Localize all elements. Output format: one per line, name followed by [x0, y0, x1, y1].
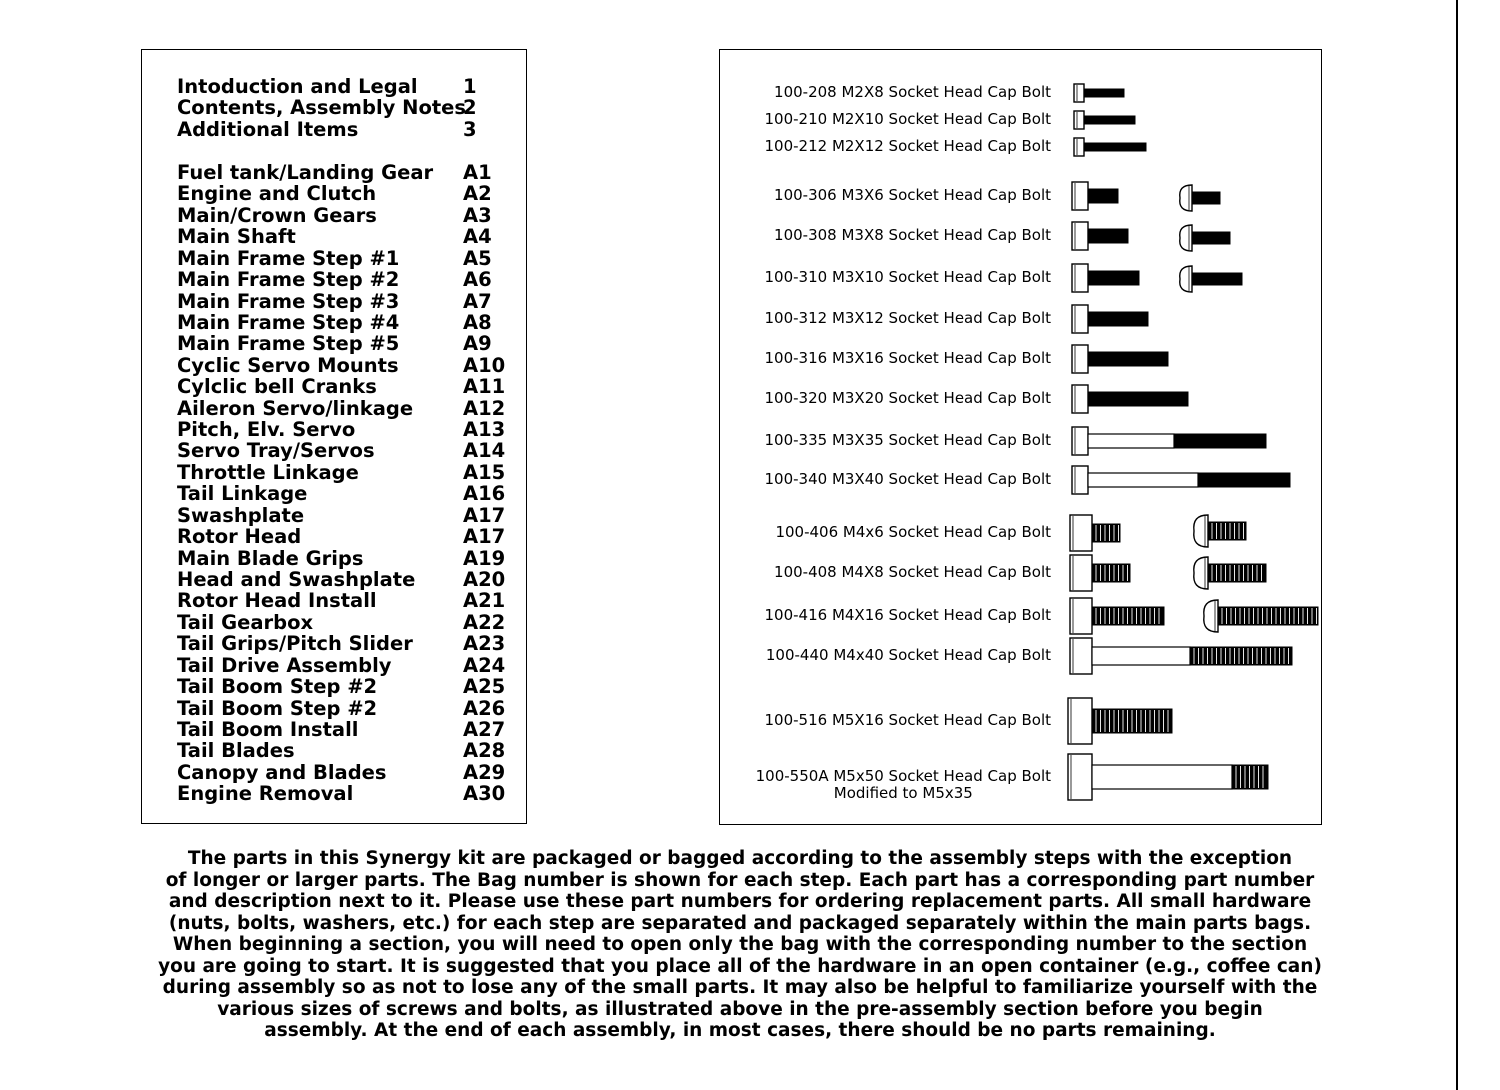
toc-step-entry [177, 762, 507, 784]
bolt-thread [1092, 607, 1164, 625]
toc-entry-page: A2 [463, 182, 492, 206]
toc-entry-page: A9 [463, 332, 492, 356]
bolt-head [1068, 698, 1092, 744]
bolt-thread [1192, 273, 1242, 285]
toc-entry-title: Main Frame Step #3 [177, 289, 400, 313]
toc-entry-title: Tail Boom Step #2 [177, 675, 378, 699]
toc-entry-title: Pitch, Elv. Servo [177, 418, 356, 442]
toc-entry-page: A20 [463, 567, 506, 591]
toc-step-entry [177, 505, 507, 527]
toc-entry-title: Contents, Assembly Notes [177, 96, 467, 120]
button-head [1180, 266, 1192, 292]
toc-entry-page: 1 [463, 75, 477, 98]
toc-entry-title: Throttle Linkage [177, 460, 359, 484]
toc-entry-title: Head and Swashplate [177, 567, 416, 591]
bolt-shank [1092, 765, 1232, 789]
bolt-shank [1092, 647, 1190, 665]
toc-entry-title: Main Frame Step #1 [177, 246, 400, 270]
bolt-head [1072, 385, 1088, 413]
toc-step-entry [177, 248, 507, 270]
part-label-text: 100-408 M4X8 Socket Head Cap Bolt [774, 563, 1051, 581]
bolt-head [1072, 345, 1088, 373]
toc-step-entry [177, 419, 507, 441]
toc-entry-title: Tail Linkage [177, 482, 308, 506]
toc-entry-title: Main Shaft [177, 225, 296, 249]
toc-step-entry [177, 483, 507, 505]
toc-entry-page: A22 [463, 610, 506, 634]
notes-line: during assembly so as not to lose any of the small parts. It may also be helpful to familiarize yourself with the [162, 977, 1318, 998]
toc-step-entry [177, 312, 507, 334]
toc-entry-page: A10 [463, 353, 506, 377]
bolt-head [1072, 466, 1088, 494]
toc-entry-title: Tail Grips/Pitch Slider [177, 632, 413, 656]
page-edge-rule [1456, 0, 1458, 1090]
toc-entry-title: Additional Items [177, 117, 359, 141]
toc-step-entry [177, 398, 507, 420]
notes-line: you are going to start. It is suggested that you place all of the hardware in an open container (e.g., coffee can) [158, 955, 1322, 977]
toc-entry-title: Rotor Head [177, 525, 302, 549]
toc-entry-title: Main Frame Step #4 [177, 310, 400, 334]
toc-step-entry [177, 376, 507, 398]
bolt-head [1072, 182, 1088, 210]
notes-line: (nuts, bolts, washers, etc.) for each step are separated and packaged separately within the main parts bags. [168, 912, 1312, 934]
bolt-shank [1088, 473, 1198, 487]
part-label-text: 100-406 M4x6 Socket Head Cap Bolt [775, 523, 1051, 541]
toc-step-entry [177, 291, 507, 313]
toc-entry-page: A8 [463, 310, 492, 334]
bolt-thread [1088, 392, 1188, 406]
toc-entry-page: A11 [463, 375, 506, 399]
contents-box [141, 49, 527, 824]
button-head [1180, 185, 1192, 211]
toc-step-entry [177, 526, 507, 548]
bolt-thread [1088, 189, 1118, 203]
toc-step-entry [177, 676, 507, 698]
toc-entry-page: A21 [463, 589, 506, 613]
toc-step-entry [177, 633, 507, 655]
part-label-text: 100-308 M3X8 Socket Head Cap Bolt [774, 226, 1051, 244]
toc-entry-title: Main/Crown Gears [177, 203, 377, 227]
bolt-thread [1192, 232, 1230, 244]
toc-step-entry [177, 719, 507, 741]
button-head [1204, 600, 1218, 632]
toc-step-entry [177, 548, 507, 570]
bolt-thread [1092, 564, 1130, 582]
toc-entry-page: A3 [463, 203, 492, 227]
toc-step-entry [177, 655, 507, 677]
toc-step-entry [177, 462, 507, 484]
bolt-thread [1174, 434, 1266, 448]
part-label-text: 100-210 M2X10 Socket Head Cap Bolt [764, 110, 1051, 128]
toc-entry-page: A1 [463, 161, 492, 184]
button-head [1194, 515, 1208, 547]
bolt-head [1068, 754, 1092, 800]
bolt-shank [1088, 434, 1174, 448]
toc-entry-page: A17 [463, 525, 506, 549]
toc-entry-title: Cylclic bell Cranks [177, 375, 377, 399]
toc-entry-title: Tail Boom Install [177, 717, 359, 741]
bolt-head [1074, 84, 1084, 102]
toc-step-entry [177, 440, 507, 462]
bolt-head [1072, 264, 1088, 292]
toc-entry-title: Fuel tank/Landing Gear [177, 161, 434, 184]
assembly-notes [150, 848, 1330, 1042]
bolt-head [1072, 427, 1088, 455]
bolt-thread [1088, 352, 1168, 366]
bolt-thread [1190, 647, 1292, 665]
toc-entry-title: Tail Drive Assembly [177, 653, 392, 677]
toc-step-entry [177, 162, 507, 184]
toc-step-entry [177, 590, 507, 612]
bolt-thread [1208, 522, 1246, 540]
bolt-thread [1088, 312, 1148, 326]
toc-entry-title: Main Blade Grips [177, 546, 364, 570]
toc-entry-title: Tail Blades [177, 739, 295, 763]
bolt-head [1072, 305, 1088, 333]
toc-step-entry [177, 698, 507, 720]
toc-step-entry [177, 226, 507, 248]
toc-front-entry [177, 119, 507, 141]
bolt-thread [1088, 271, 1139, 285]
part-label-note: Modified to M5x35 [833, 784, 973, 802]
part-label-text: 100-516 M5X16 Socket Head Cap Bolt [764, 711, 1051, 729]
part-label-text: 100-312 M3X12 Socket Head Cap Bolt [764, 309, 1051, 327]
notes-line: and description next to it. Please use these part numbers for ordering replacement parts. All small hardware [168, 891, 1312, 912]
notes-line: of longer or larger parts. The Bag number is shown for each step. Each part has a corresponding part number [165, 869, 1315, 891]
toc-entry-page: A25 [463, 675, 506, 699]
toc-entry-title: Canopy and Blades [177, 760, 387, 784]
toc-entry-page: A28 [463, 739, 506, 763]
toc-front-entry [177, 76, 507, 98]
toc-entry-page: A5 [463, 246, 492, 270]
toc-step-entry [177, 569, 507, 591]
bolt-thread [1088, 229, 1128, 243]
toc-front-entry [177, 97, 507, 119]
part-label-text: 100-320 M3X20 Socket Head Cap Bolt [764, 389, 1051, 407]
part-label-text: 100-208 M2X8 Socket Head Cap Bolt [774, 83, 1051, 101]
bolt-thread [1084, 116, 1135, 124]
bolt-head [1074, 138, 1084, 156]
part-label-text: 100-306 M3X6 Socket Head Cap Bolt [774, 186, 1051, 204]
toc-step-entry [177, 205, 507, 227]
toc-step-entry [177, 783, 507, 805]
toc-entry-page: A24 [463, 653, 506, 677]
toc-entry-page: A27 [463, 717, 506, 741]
toc-entry-page: A6 [463, 268, 492, 292]
toc-entry-title: Tail Gearbox [177, 610, 314, 634]
button-head [1180, 225, 1192, 251]
notes-line: assembly. At the end of each assembly, in most cases, there should be no parts remaining. [264, 1020, 1216, 1041]
toc-entry-title: Cyclic Servo Mounts [177, 353, 399, 377]
bolt-thread [1084, 143, 1146, 151]
part-label-text: 100-340 M3X40 Socket Head Cap Bolt [764, 470, 1051, 488]
toc-entry-page: A29 [463, 760, 506, 784]
toc-entry-page: A14 [463, 439, 506, 463]
toc-entry-title: Engine Removal [177, 782, 354, 806]
toc-entry-title: Intoduction and Legal [177, 75, 418, 98]
toc-entry-page: 3 [463, 117, 477, 141]
toc-step-entry [177, 183, 507, 205]
toc-entry-title: Rotor Head Install [177, 589, 377, 613]
toc-entry-title: Engine and Clutch [177, 182, 377, 206]
part-label-text: 100-316 M3X16 Socket Head Cap Bolt [764, 349, 1051, 367]
hardware-chart-box [719, 49, 1322, 825]
notes-line: When beginning a section, you will need to open only the bag with the corresponding number to the section [172, 934, 1308, 955]
part-label-text: 100-440 M4x40 Socket Head Cap Bolt [765, 646, 1051, 664]
bolt-head [1074, 111, 1084, 129]
bolt-thread [1198, 473, 1290, 487]
toc-entry-title: Main Frame Step #2 [177, 268, 400, 292]
part-label-text: 100-310 M3X10 Socket Head Cap Bolt [764, 268, 1051, 286]
toc-step-entry [177, 269, 507, 291]
bolt-illustrations [720, 50, 1323, 826]
toc-step-entry [177, 355, 507, 377]
toc-entry-page: A15 [463, 460, 506, 484]
toc-entry-page: A19 [463, 546, 506, 570]
toc-entry-title: Main Frame Step #5 [177, 332, 400, 356]
toc-entry-page: A30 [463, 782, 506, 806]
toc-entry-page: A7 [463, 289, 492, 313]
notes-line: The parts in this Synergy kit are packaged or bagged according to the assembly steps with the exception [187, 848, 1293, 869]
toc-step-entry [177, 740, 507, 762]
bolt-thread [1084, 89, 1124, 97]
toc-step-entry [177, 612, 507, 634]
notes-line: various sizes of screws and bolts, as illustrated above in the pre-assembly section before you begin [217, 998, 1263, 1020]
toc-entry-page: A17 [463, 503, 506, 527]
toc-entry-page: 2 [463, 96, 477, 120]
part-label-text: 100-212 M2X12 Socket Head Cap Bolt [764, 137, 1051, 155]
toc-entry-page: A16 [463, 482, 506, 506]
toc-entry-title: Aileron Servo/linkage [177, 396, 414, 420]
bolt-head [1072, 222, 1088, 250]
toc-step-entry [177, 333, 507, 355]
part-label-text: 100-416 M4X16 Socket Head Cap Bolt [764, 606, 1051, 624]
toc-entry-title: Tail Boom Step #2 [177, 696, 378, 720]
part-label-text: 100-550A M5x50 Socket Head Cap Bolt [755, 767, 1051, 785]
toc-entry-page: A26 [463, 696, 506, 720]
toc-entry-page: A12 [463, 396, 506, 420]
button-head [1194, 557, 1208, 589]
toc-entry-title: Swashplate [177, 503, 305, 527]
toc-entry-title: Servo Tray/Servos [177, 439, 375, 463]
toc-entry-page: A13 [463, 418, 506, 442]
bolt-thread [1192, 192, 1220, 204]
part-label-text: 100-335 M3X35 Socket Head Cap Bolt [764, 431, 1051, 449]
toc-entry-page: A4 [463, 225, 492, 249]
toc-entry-page: A23 [463, 632, 506, 656]
